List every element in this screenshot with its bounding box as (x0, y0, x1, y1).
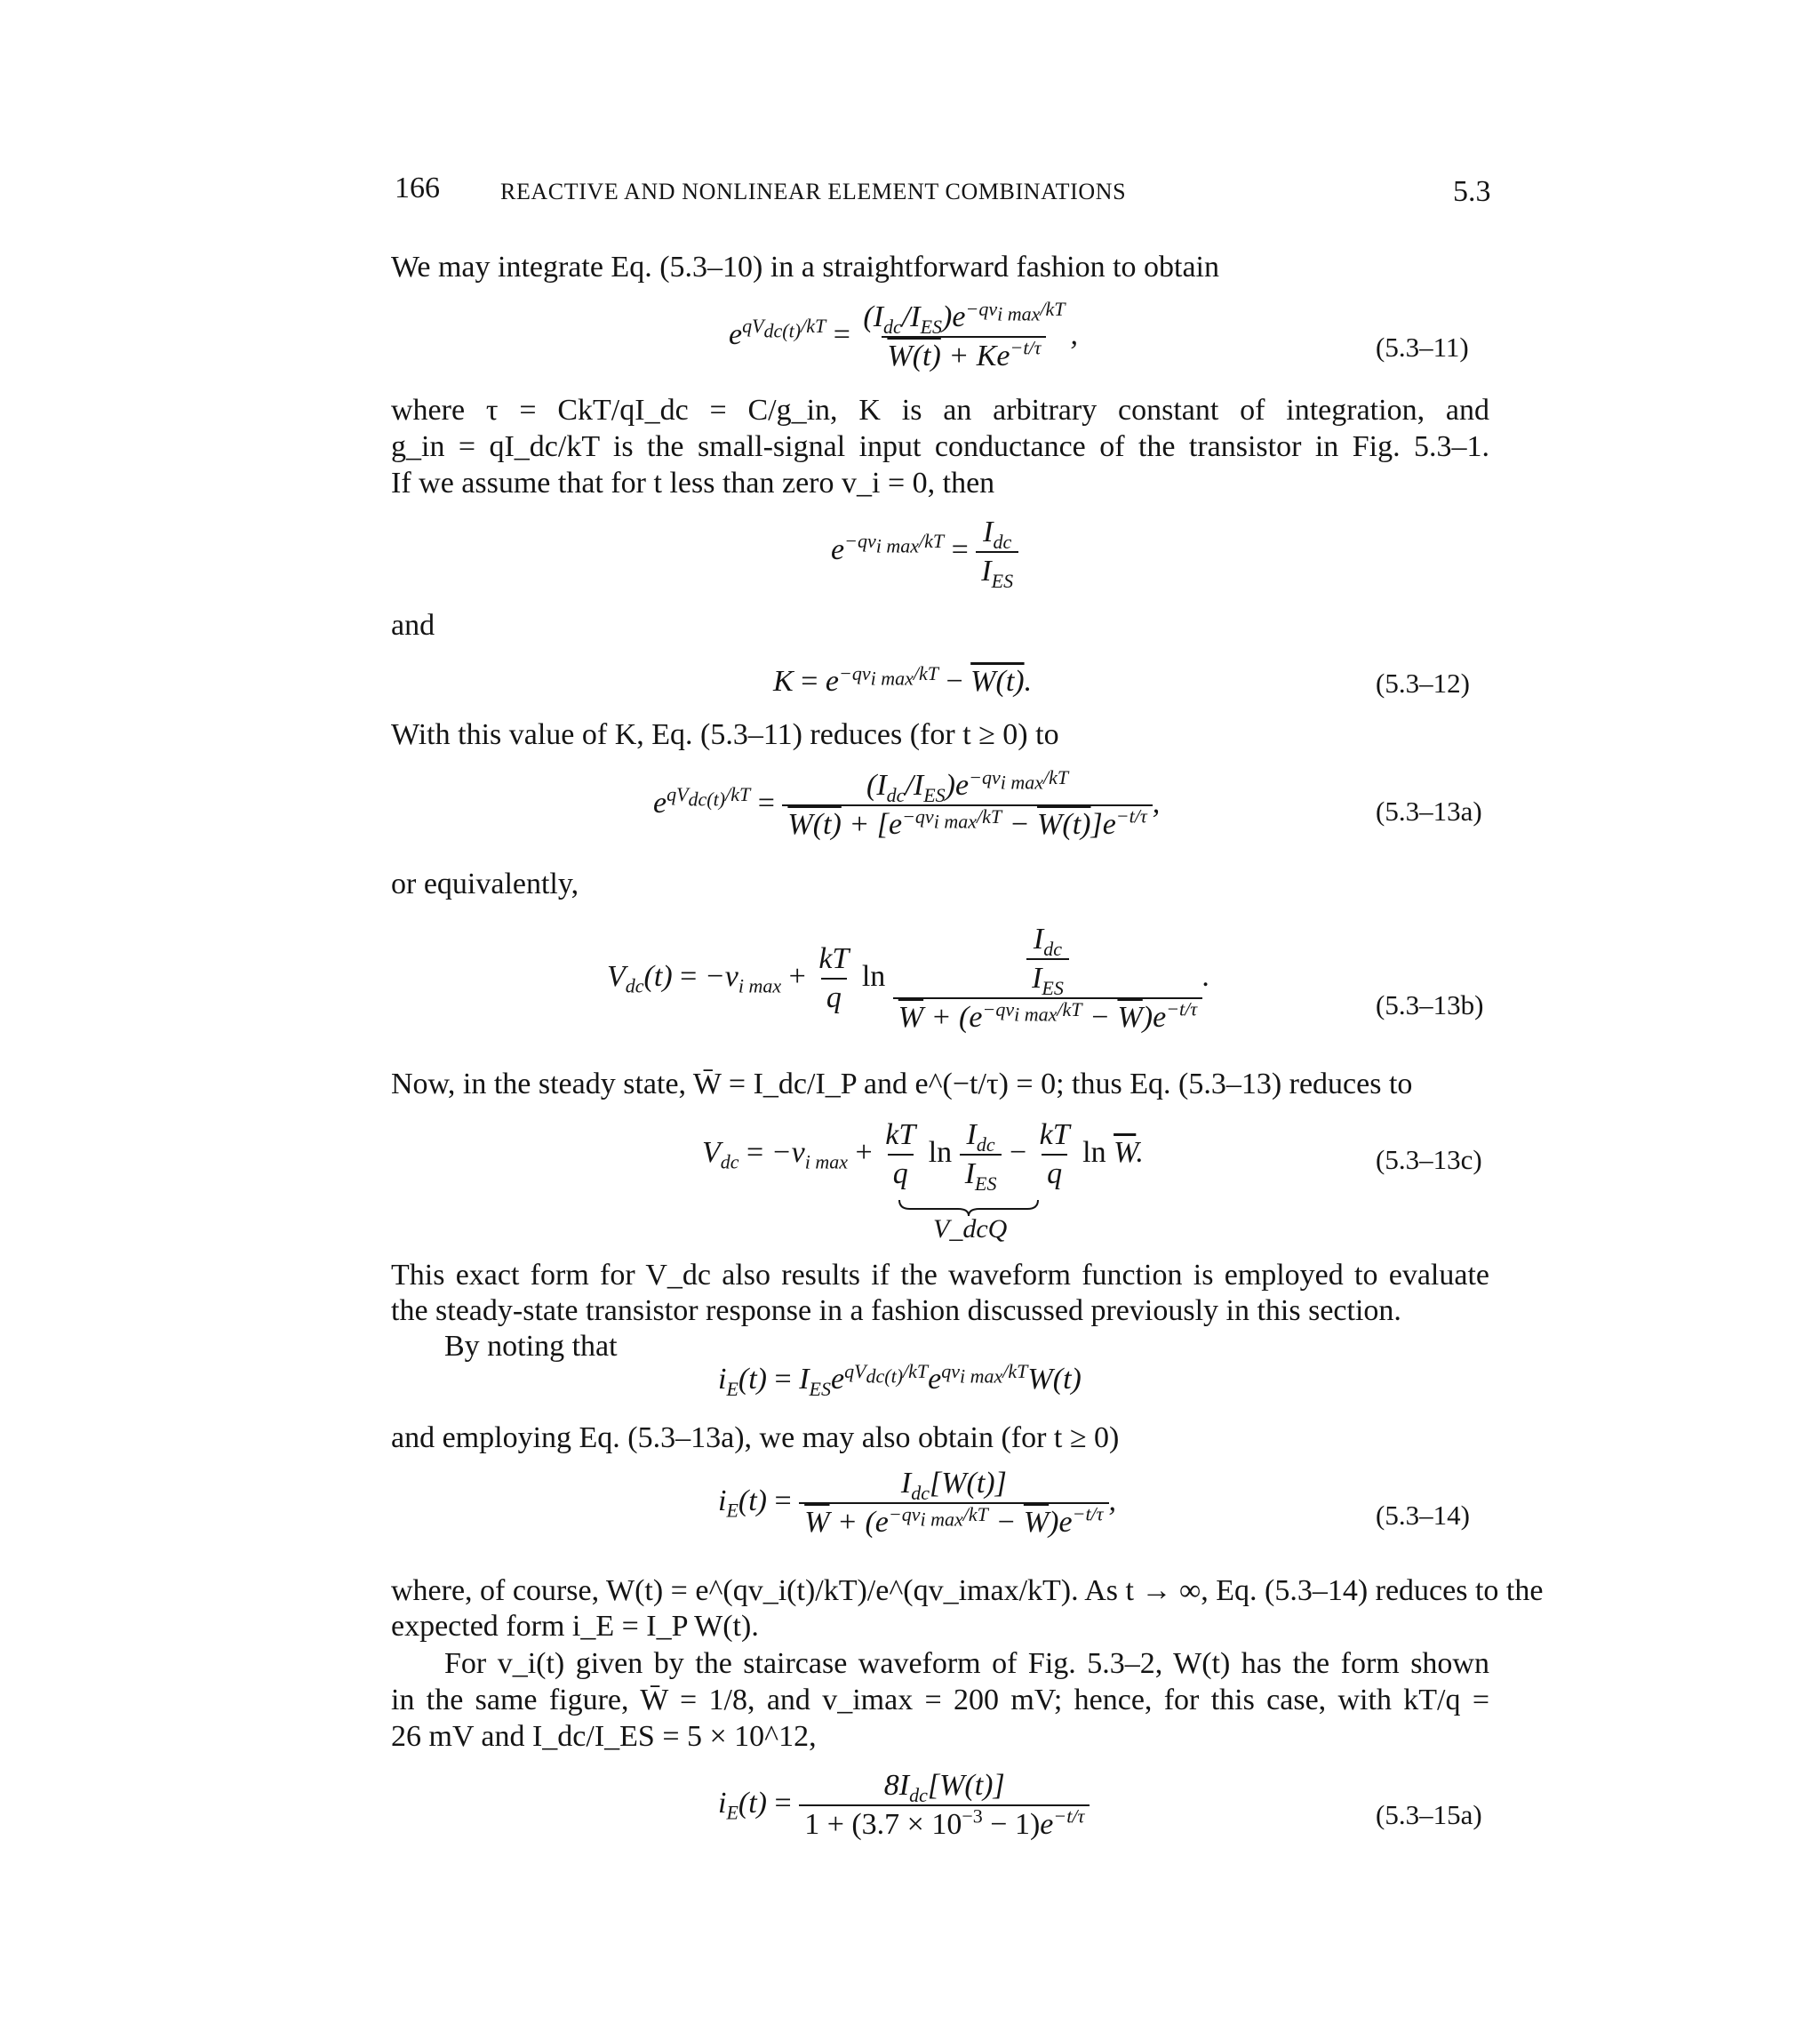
equation-5-3-13c: $V_{dc} = -v_{i max}$ + $\frac{kT}{q}$ ln $\frac{I_{dc}}{I_{ES}}$ − $\frac{kT}{q}$ $\ln \overline{W}$. (702, 1118, 1144, 1195)
equation-5-3-15a: $i_E(t)$ = $\frac{8I_{dc}[W(t)]}{1 + (3.7 \times 10^{-3} - 1)e^{-t/\tau}}$ (718, 1769, 1090, 1842)
paragraph-or-equivalently: or equivalently, (391, 868, 579, 900)
equation-number: (5.3–13c) (1376, 1144, 1482, 1175)
page-number: 166 (395, 172, 440, 204)
underbrace-label: V_dcQ (933, 1214, 1008, 1244)
paragraph-steady-state: Now, in the steady state, W̄ = I_dc/I_P and e^(−t/τ) = 0; thus Eq. (5.3–13) reduces to (391, 1068, 1413, 1100)
paragraph-exact-form-l2: the steady-state transistor response in a fashion discussed previously in this section. (391, 1294, 1401, 1327)
equation-number: (5.3–15a) (1376, 1799, 1482, 1830)
paragraph-where-of-course-l1: where, of course, W(t) = e^(qv_i(t)/kT)/e^(qv_imax/kT). As t → ∞, Eq. (5.3–14) reduces to the (391, 1574, 1544, 1607)
paragraph-where-tau-l3: If we assume that for t less than zero v_i = 0, then (391, 467, 995, 500)
paragraph-staircase-l1: For v_i(t) given by the staircase waveform of Fig. 5.3–2, W(t) has the form shown (444, 1647, 1489, 1680)
paragraph-where-of-course-l2: expected form i_E = I_P W(t). (391, 1610, 759, 1643)
equation-5-3-14: $i_E(t)$ = $\frac{I_{dc}[W(t)]}{\overline{W} + (e^{-qv_{i max}/kT} - \overline{W})e^{-t/\tau}}$ , (718, 1467, 1117, 1539)
paragraph-and-employing: and employing Eq. (5.3–13a), we may also obtain (for t ≥ 0) (391, 1421, 1120, 1454)
paragraph-with-this-value: With this value of K, Eq. (5.3–11) reduces (for t ≥ 0) to (391, 718, 1059, 751)
equation-unnumbered-exponential: $e^{-qv_{i max}/kT}$ = $\frac{I_{dc}}{I_{ES}}$ (831, 516, 1018, 588)
equation-5-3-13a: $e^{qV_{dc(t)}/kT}$ = $\frac{(I_{dc}/I_{ES})e^{-qv_{i max}/kT}}{W(t) + [e^{-qv_{i max}/kT} - W(t)]e^{-t/\tau}}$ , (653, 765, 1161, 841)
paragraph-by-noting: By noting that (444, 1330, 618, 1363)
section-number: 5.3 (1453, 175, 1491, 208)
equation-unnumbered-emitter-current: $i_E(t) = I_{ES}e^{qV_{dc(t)}/kT}e^{qv_{i max}/kT}W(t)$ (718, 1359, 1082, 1400)
paragraph-staircase-l3: 26 mV and I_dc/I_ES = 5 × 10^12, (391, 1720, 817, 1753)
equation-5-3-11: $e^{qV_{dc(t)}/kT}$ = $\frac{(I_{dc}/I_{ES})e^{-qv_{i max}/kT}}{W(t) + Ke^{-t/\tau}}$ , (729, 297, 1078, 372)
equation-number: (5.3–13a) (1376, 796, 1482, 827)
paragraph-where-tau-l2: g_in = qI_dc/kT is the small-signal input conductance of the transistor in Fig. 5.3–1. (391, 430, 1489, 463)
equation-number: (5.3–13b) (1376, 989, 1484, 1020)
paragraph-exact-form-l1: This exact form for V_dc also results if the waveform function is employed to evaluate (391, 1259, 1489, 1292)
equation-number: (5.3–12) (1376, 668, 1470, 699)
equation-number: (5.3–11) (1376, 332, 1469, 363)
equation-number: (5.3–14) (1376, 1500, 1470, 1531)
paragraph-staircase-l2: in the same figure, W̄ = 1/8, and v_imax = 200 mV; hence, for this case, with kT/q = (391, 1684, 1489, 1716)
equation-5-3-12: $K = e^{-qv_{i max}/kT} - W(t)$. (773, 661, 1033, 698)
paragraph-where-tau-l1: where τ = CkT/qI_dc = C/g_in, K is an arbitrary constant of integration, and (391, 394, 1489, 427)
equation-5-3-13b: $V_{dc}(t) = -v_{i max}$ + $\frac{kT}{q}$ ln $\frac{\frac{I_{dc}}{I_{ES}}}{\overline{W} + (e^{-qv_{i max}/kT} - \overline{W})e^{-t/\tau}}$ . (607, 923, 1210, 1034)
running-title: REACTIVE AND NONLINEAR ELEMENT COMBINATIONS (500, 179, 1127, 204)
word-and: and (391, 609, 435, 642)
paragraph-intro: We may integrate Eq. (5.3–10) in a straightforward fashion to obtain (391, 251, 1219, 284)
